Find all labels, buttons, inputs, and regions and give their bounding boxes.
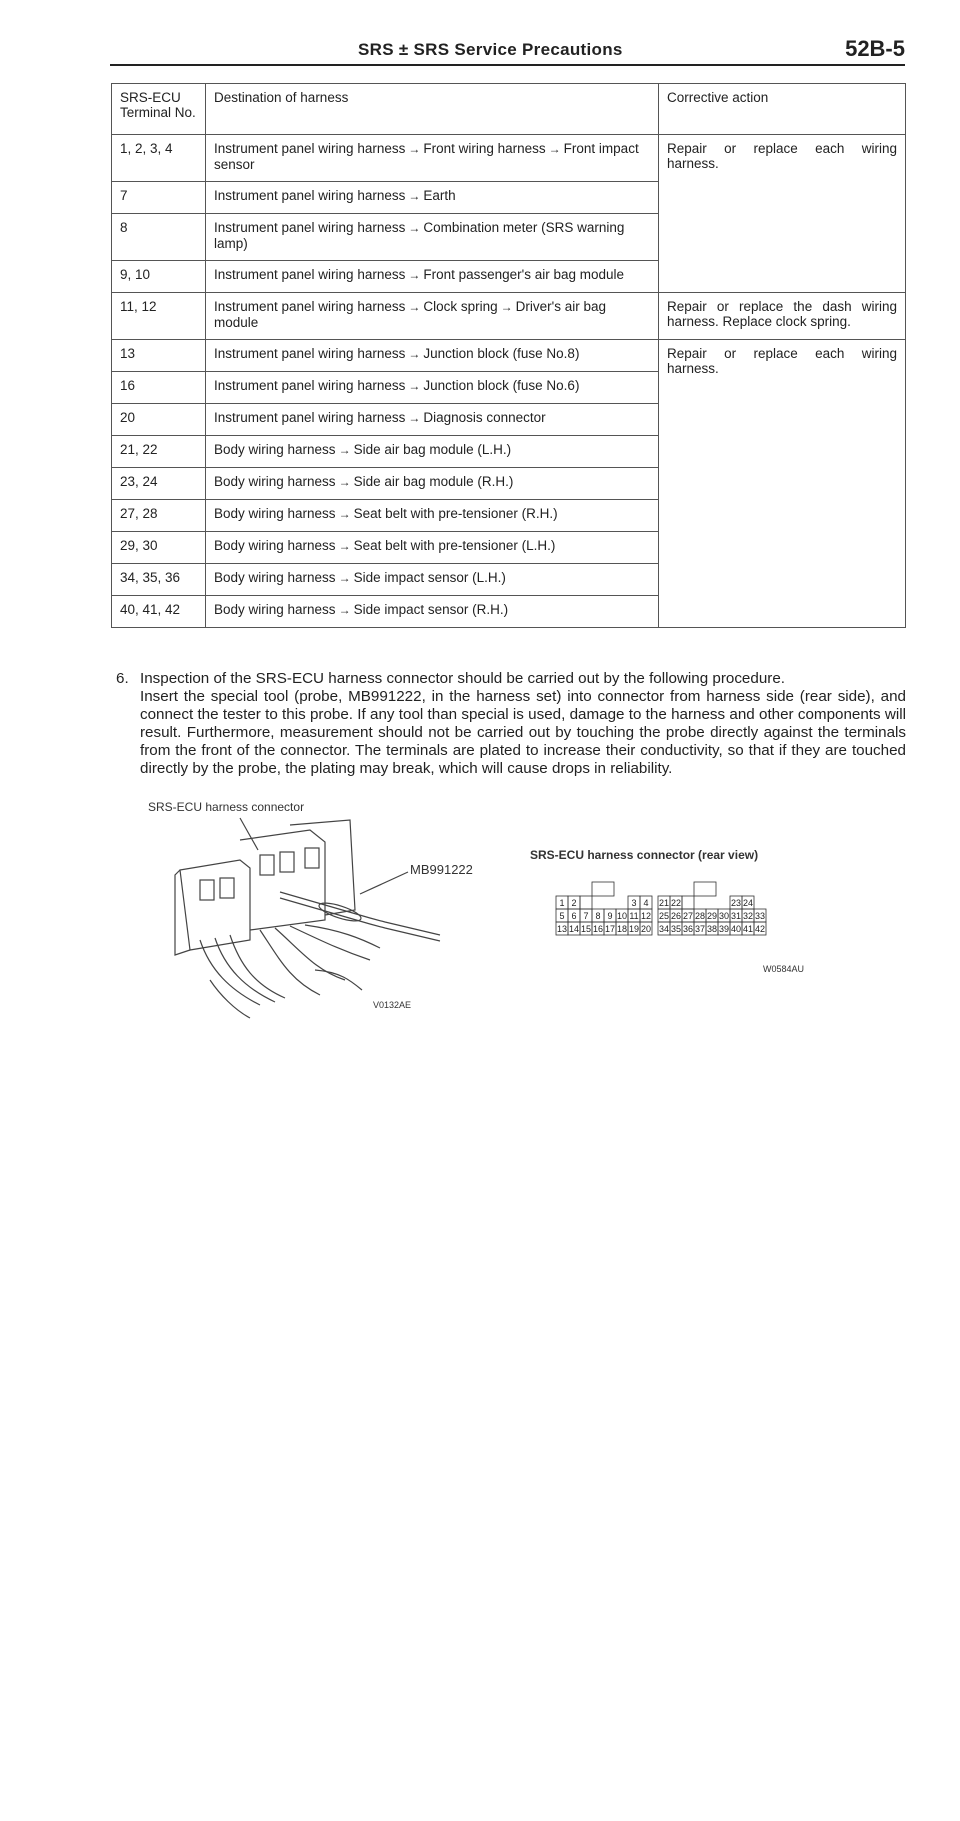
destination-part: Instrument panel wiring harness [214,220,406,235]
terminal-cell: 21, 22 [112,436,206,468]
terminal-cell: 13 [112,340,206,372]
pin-number: 34 [658,924,670,934]
destination-cell [206,436,659,468]
pin-number: 6 [571,911,577,921]
pin-number: 4 [643,898,649,908]
terminal-cell: 23, 24 [112,468,206,500]
connector-label: SRS-ECU harness connector [148,800,305,814]
arrow-icon: → [338,539,351,553]
pin-number: 20 [640,924,652,934]
destination-part: Junction block (fuse No.8) [423,346,580,361]
terminal-cell: 8 [112,214,206,261]
arrow-icon: → [408,221,421,235]
arrow-icon: → [408,347,421,361]
action-cell: Repair or replace the dash wiring harness. Replace clock spring. [659,293,906,340]
figure-left-code: V0132AE [373,1000,412,1010]
pin-number: 18 [616,924,628,934]
destination-cell [206,340,659,372]
destination-part: Front impact sensor [214,141,639,172]
pin-number: 3 [631,898,637,908]
destination-cell [206,596,659,628]
destination-part: Body wiring harness [214,570,336,585]
terminal-cell: 27, 28 [112,500,206,532]
terminal-cell: 7 [112,182,206,214]
pin-number: 16 [592,924,604,934]
destination-part: Diagnosis connector [423,410,546,425]
destination-cell [206,404,659,436]
pin-number: 24 [742,898,754,908]
pin-number: 40 [730,924,742,934]
pin-number: 1 [559,898,565,908]
pin-cell [682,896,694,909]
arrow-icon: → [338,507,351,521]
destination-part: Instrument panel wiring harness [214,410,406,425]
connector-key [694,882,716,896]
step-first-line: Inspection of the SRS-ECU harness connector should be carried out by the following procedure. [140,670,785,687]
destination-part: Junction block (fuse No.6) [423,378,580,393]
terminal-cell: 1, 2, 3, 4 [112,135,206,182]
header-action: Corrective action [659,84,906,135]
harness-table [111,83,906,628]
destination-cell [206,214,659,261]
table-header-row [112,84,906,135]
destination-part: Instrument panel wiring harness [214,299,406,314]
arrow-icon: → [500,300,513,314]
destination-part: Body wiring harness [214,506,336,521]
header-terminal: SRS-ECU Terminal No. [112,84,206,135]
destination-cell [206,261,659,293]
pin-number: 39 [718,924,730,934]
tool-label: MB991222 [410,862,473,877]
arrow-icon: → [338,475,351,489]
destination-part: Instrument panel wiring harness [214,141,406,156]
pin-number: 28 [694,911,706,921]
destination-part: Combination meter (SRS warning lamp) [214,220,625,251]
connector-key [592,882,614,896]
page-header [110,36,905,66]
arrow-icon: → [338,603,351,617]
pin-number: 29 [706,911,718,921]
arrow-icon: → [548,142,561,156]
destination-part: Side impact sensor (R.H.) [353,602,509,617]
pin-number: 42 [754,924,766,934]
pin-number: 35 [670,924,682,934]
header-rule [110,64,905,66]
destination-part: Instrument panel wiring harness [214,378,406,393]
destination-part: Side impact sensor (L.H.) [353,570,506,585]
table-row [112,340,906,372]
pin-number: 27 [682,911,694,921]
destination-cell [206,372,659,404]
pin-number: 37 [694,924,706,934]
page-title: SRS ± SRS Service Precautions [358,40,623,59]
terminal-cell: 9, 10 [112,261,206,293]
pin-number: 22 [670,898,682,908]
figure-right-code: W0584AU [763,964,805,974]
destination-part: Earth [423,188,456,203]
pin-cell [580,896,592,909]
pin-number: 19 [628,924,640,934]
destination-part: Body wiring harness [214,474,336,489]
pin-number: 38 [706,924,718,934]
pin-number: 30 [718,911,730,921]
pin-number: 26 [670,911,682,921]
destination-cell [206,135,659,182]
destination-cell [206,293,659,340]
arrow-icon: → [408,142,421,156]
pin-number: 2 [571,898,577,908]
step-number: 6. [116,670,129,687]
procedure-paragraph [116,670,906,778]
destination-cell [206,532,659,564]
destination-part: Seat belt with pre-tensioner (L.H.) [353,538,556,553]
pinout-grid [530,848,850,978]
pin-number: 25 [658,911,670,921]
page-code: 52B-5 [845,36,905,61]
header-destination: Destination of harness [206,84,659,135]
action-cell: Repair or replace each wiring harness. [659,340,906,628]
destination-part: Seat belt with pre-tensioner (R.H.) [353,506,558,521]
destination-cell [206,500,659,532]
rear-view-figure [530,848,850,978]
pin-number: 10 [616,911,628,921]
pin-number: 8 [595,911,601,921]
terminal-cell: 11, 12 [112,293,206,340]
rear-view-title: SRS-ECU harness connector (rear view) [530,848,759,862]
destination-part: Body wiring harness [214,602,336,617]
pin-number: 7 [583,911,589,921]
arrow-icon: → [408,189,421,203]
destination-part: Side air bag module (R.H.) [353,474,514,489]
destination-cell [206,564,659,596]
destination-part: Instrument panel wiring harness [214,346,406,361]
step-body: Insert the special tool (probe, MB991222, in the harness set) into connector from harness side (rear side), and connect the tester to this probe. If any tool than special is used, damage to the harness and other components will result. Furthermore, measurement should not be carried out by touching the probe directly against the terminals from the front of the connector. The terminals are plated to increase their conductivity, so that if they are touched directly by the probe, the plating may break, which will cause drops in reliability. [140,688,906,777]
pin-number: 14 [568,924,580,934]
terminal-cell: 16 [112,372,206,404]
arrow-icon: → [408,300,421,314]
arrow-icon: → [338,443,351,457]
destination-part: Instrument panel wiring harness [214,188,406,203]
pin-number: 15 [580,924,592,934]
terminal-cell: 29, 30 [112,532,206,564]
destination-part: Side air bag module (L.H.) [353,442,512,457]
arrow-icon: → [408,411,421,425]
destination-cell [206,468,659,500]
destination-part: Body wiring harness [214,538,336,553]
pin-number: 9 [607,911,613,921]
pin-number: 36 [682,924,694,934]
pin-number: 11 [629,911,639,921]
destination-part: Instrument panel wiring harness [214,267,406,282]
terminal-cell: 34, 35, 36 [112,564,206,596]
pin-number: 21 [658,898,670,908]
pin-number: 31 [730,911,742,921]
destination-part: Driver's air bag module [214,299,606,330]
pin-number: 12 [640,911,652,921]
pin-number: 41 [742,924,754,934]
destination-part: Front wiring harness [423,141,546,156]
action-cell: Repair or replace each wiring harness. [659,135,906,293]
table-row [112,293,906,340]
terminal-cell: 40, 41, 42 [112,596,206,628]
table-row [112,135,906,182]
destination-cell [206,182,659,214]
pin-number: 23 [730,898,742,908]
pin-number: 13 [556,924,568,934]
probe-illustration [140,800,480,1020]
arrow-icon: → [408,379,421,393]
pin-number: 5 [559,911,565,921]
terminal-cell: 20 [112,404,206,436]
pin-number: 33 [754,911,766,921]
arrow-icon: → [408,268,421,282]
destination-part: Body wiring harness [214,442,336,457]
destination-part: Clock spring [423,299,498,314]
destination-part: Front passenger's air bag module [423,267,625,282]
pin-number: 17 [604,924,616,934]
connector-drawing [140,800,480,1020]
pin-number: 32 [742,911,754,921]
arrow-icon: → [338,571,351,585]
